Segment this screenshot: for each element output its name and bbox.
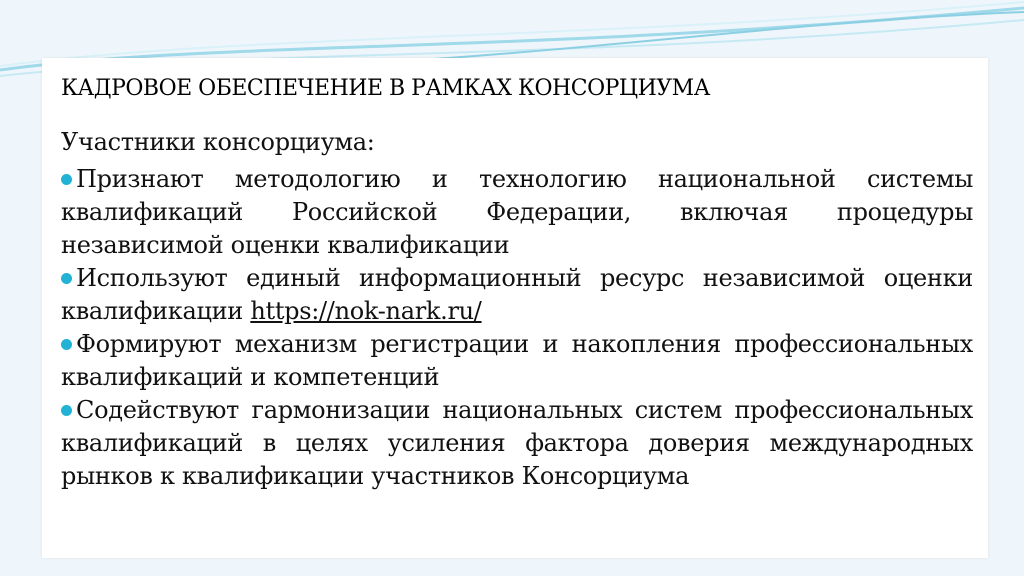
bullet-text: Формируют механизм регистрации и накопления профессиональных квалификаций и компетенций (61, 330, 973, 391)
bullet-text: Используют единый информационный ресурс независимой оценки квалификации (61, 264, 973, 325)
bullet-text: Содействуют гармонизации национальных систем профессиональных квалификаций в целях усиления фактора доверия международных рынков к квалификации участников Консорциума (61, 396, 973, 490)
slide-title: КАДРОВОЕ ОБЕСПЕЧЕНИЕ В РАМКАХ КОНСОРЦИУМА (61, 76, 710, 101)
bullet-dot-icon (61, 339, 72, 350)
bullet-item (61, 328, 973, 394)
bullet-dot-icon (61, 405, 72, 416)
bullet-item (61, 262, 973, 328)
nok-nark-link[interactable]: https://nok-nark.ru/ (250, 297, 482, 325)
bullet-dot-icon (61, 174, 72, 185)
slide-content (61, 126, 973, 493)
bullet-item (61, 394, 973, 493)
bullet-text: Признают методологию и технологию национальной системы квалификаций Российской Федерации, включая процедуры независимой оценки квалификации (61, 165, 973, 259)
bullet-dot-icon (61, 273, 72, 284)
slide-subtitle: Участники консорциума: (61, 128, 375, 156)
bullet-item (61, 163, 973, 262)
